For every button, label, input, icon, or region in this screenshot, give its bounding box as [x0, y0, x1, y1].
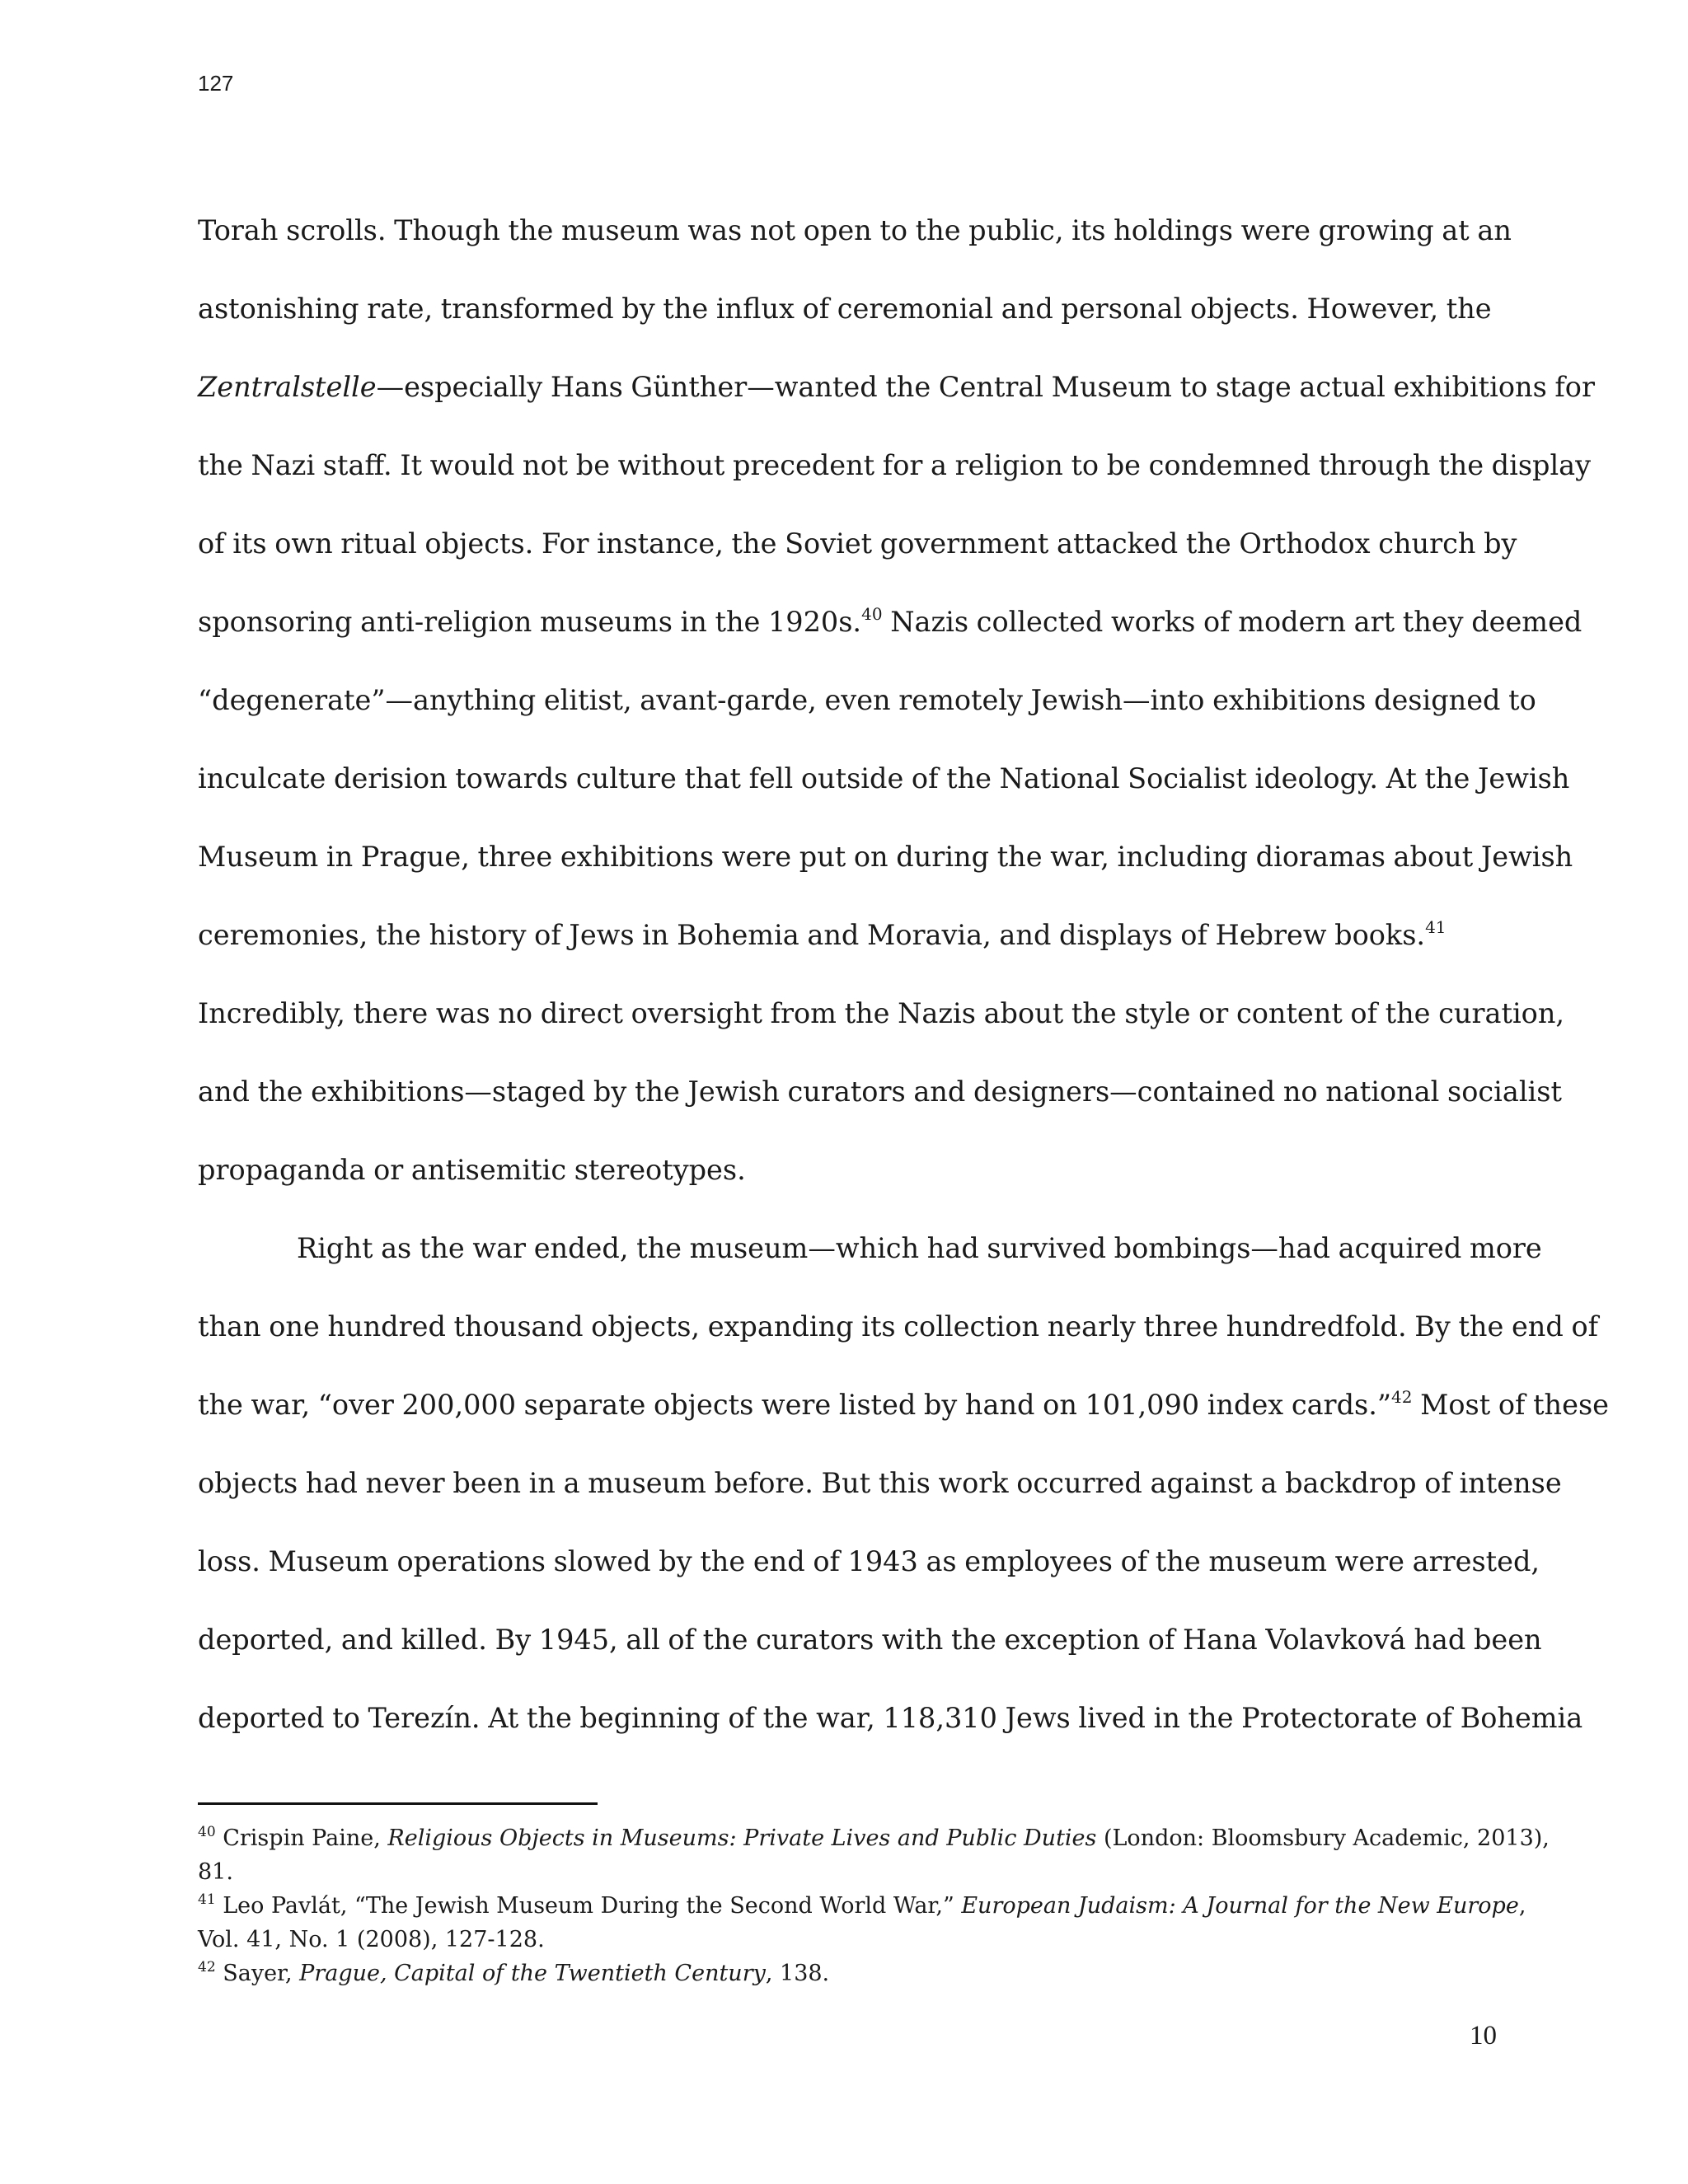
- italic-term: Zentralstelle: [198, 371, 377, 403]
- footnote-ref-42: 42: [1390, 1387, 1413, 1407]
- text-line: astonishing rate, transformed by the influx of ceremonial and personal objects. However, the: [198, 293, 1492, 325]
- footnote-40-cont: 81.: [198, 1859, 233, 1885]
- footnote-41-cont: Vol. 41, No. 1 (2008), 127-128.: [198, 1927, 545, 1952]
- text-line: deported, and killed. By 1945, all of the curators with the exception of Hana Volavková had been: [198, 1624, 1542, 1656]
- footnote-40: [198, 1821, 1550, 1855]
- text-line: [198, 896, 1496, 974]
- text-span: Crispin Paine,: [215, 1825, 388, 1851]
- text-span: sponsoring anti-religion museums in the 1920s.: [198, 606, 862, 638]
- text-line: “degenerate”—anything elitist, avant-garde, even remotely Jewish—into exhibitions designed to: [198, 684, 1536, 716]
- paragraph-2: [198, 1209, 1609, 1757]
- text-line: the Nazi staff. It would not be without precedent for a religion to be condemned through the display: [198, 449, 1592, 481]
- text-span: Nazis collected works of modern art they deemed: [882, 606, 1582, 638]
- text-line: [198, 348, 1595, 426]
- page-number-bottom: 10: [1470, 2021, 1497, 2050]
- page-number-top: 127: [198, 71, 234, 96]
- italic-title: Prague, Capital of the Twentieth Century: [299, 1961, 766, 1986]
- text-span: Sayer,: [215, 1961, 300, 1986]
- text-span: —especially Hans Günther—wanted the Central Museum to stage actual exhibitions for: [376, 371, 1595, 403]
- italic-title: European Judaism: A Journal for the New Europe: [961, 1893, 1519, 1919]
- text-line: [198, 583, 1582, 661]
- text-line: Torah scrolls. Though the museum was not open to the public, its holdings were growing at an: [198, 214, 1512, 246]
- paragraph-1: [198, 191, 1595, 1209]
- text-line: of its own ritual objects. For instance, the Soviet government attacked the Orthodox church by: [198, 527, 1517, 560]
- text-line: than one hundred thousand objects, expanding its collection nearly three hundredfold. By the end of: [198, 1310, 1599, 1343]
- text-line: Right as the war ended, the museum—which had survived bombings—had acquired more: [297, 1232, 1542, 1264]
- footnote-number: 41: [198, 1891, 216, 1908]
- text-span: ,: [1518, 1893, 1526, 1919]
- footnote-separator: [198, 1802, 598, 1805]
- text-line: objects had never been in a museum before. But this work occurred against a backdrop of intense: [198, 1467, 1562, 1499]
- text-line: Incredibly, there was no direct oversight from the Nazis about the style or content of the curation,: [198, 997, 1565, 1029]
- text-line: Museum in Prague, three exhibitions were put on during the war, including dioramas about Jewish: [198, 841, 1573, 873]
- text-line: propaganda or antisemitic stereotypes.: [198, 1154, 746, 1186]
- footnote-number: 40: [198, 1824, 216, 1840]
- text-line: inculcate derision towards culture that fell outside of the National Socialist ideology. At the Jewish: [198, 762, 1570, 794]
- body-text: [198, 191, 1609, 1757]
- text-line: deported to Terezín. At the beginning of the war, 118,310 Jews lived in the Protectorate of Bohemia: [198, 1702, 1583, 1734]
- text-span: the war, “over 200,000 separate objects were listed by hand on 101,090 index cards.”: [198, 1389, 1391, 1421]
- text-line: loss. Museum operations slowed by the end of 1943 as employees of the museum were arrested,: [198, 1545, 1540, 1577]
- text-span: Most of these: [1412, 1389, 1609, 1421]
- italic-title: Religious Objects in Museums: Private Lives and Public Duties: [387, 1825, 1097, 1851]
- text-span: (London: Bloomsbury Academic, 2013),: [1096, 1825, 1550, 1851]
- footnote-42: [198, 1957, 1500, 1990]
- text-line: [198, 1366, 1609, 1444]
- text-span: , 138.: [765, 1961, 830, 1986]
- text-line: and the exhibitions—staged by the Jewish curators and designers—contained no national socialist: [198, 1076, 1562, 1108]
- footnote-ref-41: 41: [1425, 917, 1447, 937]
- footnotes: [198, 1821, 1550, 1990]
- footnote-number: 42: [198, 1959, 216, 1975]
- footnote-ref-40: 40: [861, 604, 883, 624]
- footnote-41: [198, 1889, 1526, 1923]
- text-span: ceremonies, the history of Jews in Bohemia and Moravia, and displays of Hebrew books.: [198, 919, 1426, 951]
- text-span: Leo Pavlát, “The Jewish Museum During the Second World War,”: [215, 1893, 962, 1919]
